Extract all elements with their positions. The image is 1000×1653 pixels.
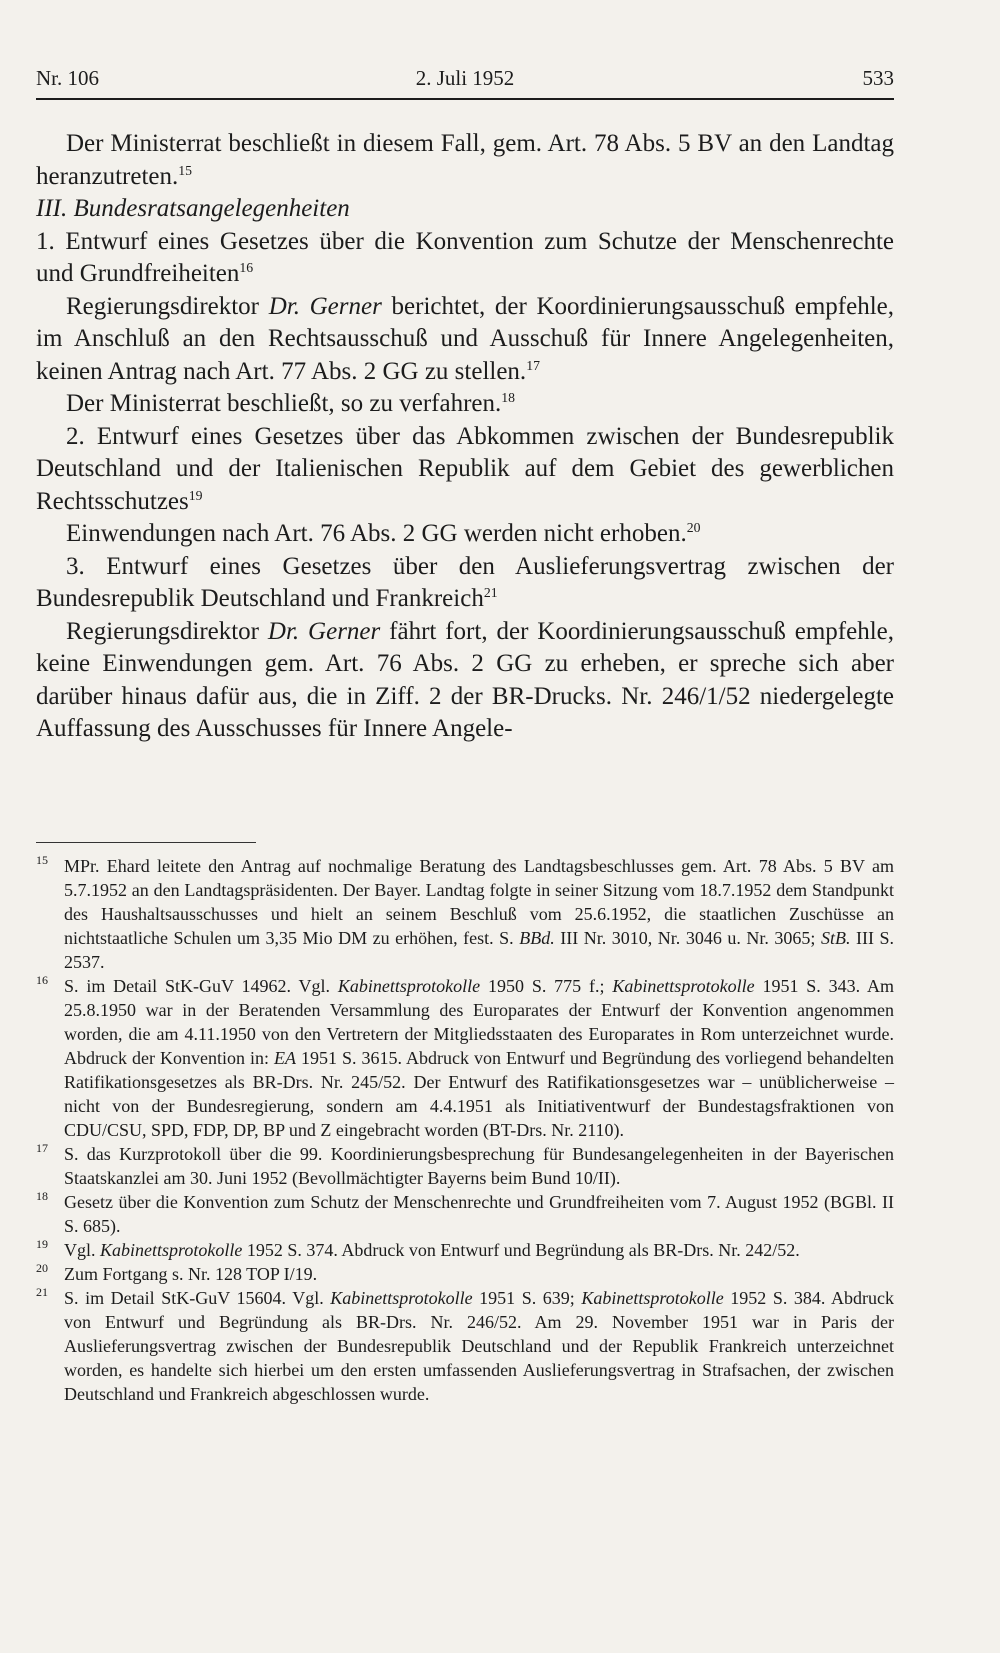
footnote-ref-21[interactable]: 21: [483, 585, 498, 601]
footnote-ref-15[interactable]: 15: [178, 162, 193, 178]
running-header: [36, 64, 894, 100]
person-name: Dr. Gerner: [268, 292, 382, 320]
header-date: 2. Juli 1952: [415, 66, 515, 90]
footnote-21: 21 S. im Detail StK-GuV 15604. Vgl. Kabinettsprotokolle 1951 S. 639; Kabinettsprotokolle 1952 S. 384. Abdruck von Entwurf und Begründung als BR-Drs. Nr. 246/52. Am 29. November 1951 war in Paris der Auslieferungsvertrag zwischen der Bundesrepublik Deutschland und der Republik Frankreich unterzeichnet worden, es handelte sich hierbei um den ersten umfassenden Auslieferungsvertrag in Strafsachen, der zwischen Deutschland und Frankreich abgeschlossen wurde.: [36, 1285, 894, 1404]
footnote-18: 18 Gesetz über die Konvention zum Schutz der Menschenrechte und Grundfreiheiten vom 7. August 1952 (BGBl. II S. 685).: [36, 1189, 894, 1236]
document-number: Nr. 106: [36, 66, 99, 90]
footnote-19: 19 Vgl. Kabinettsprotokolle 1952 S. 374. Abdruck von Entwurf und Begründung als BR-Drs. Nr. 242/52.: [36, 1237, 800, 1260]
footnote-20: 20 Zum Fortgang s. Nr. 128 TOP I/19.: [36, 1261, 318, 1284]
item-3-report: Regierungsdirektor Dr. Gerner fährt fort, der Koordinierungsausschuß empfehle, keine Einwendungen gem. Art. 76 Abs. 2 GG zu erheben, er spreche sich aber darüber hinaus dafür aus, die in Ziff. 2 der BR-Drucks. Nr. 246/1/52 niedergelegte Auffassung des Ausschusses für Innere Angele-: [36, 617, 894, 742]
section-heading: III. Bundesratsangelegenheiten: [36, 195, 350, 222]
main-text: [36, 128, 894, 746]
paragraph-landtag: Der Ministerrat beschließt in diesem Fall, gem. Art. 78 Abs. 5 BV an den Landtag heranzutreten.$^{15}$: [36, 130, 894, 190]
footnote-separator: [36, 842, 256, 843]
item-1-report: Regierungsdirektor Dr. Gerner berichtet, der Koordinierungsausschuß empfehle, im Anschluß an den Rechtsausschuß und Ausschuß für Innere Angelegenheiten, keinen Antrag nach Art. 77 Abs. 2 GG zu stellen.$^{17}$: [36, 292, 895, 385]
item-1-decision: Der Ministerrat beschließt, so zu verfahren.$^{18}$: [66, 390, 516, 417]
page-number: 533: [862, 66, 894, 90]
footnote-17: 17 S. das Kurzprotokoll über die 99. Koordinierungsbesprechung für Bundesangelegenheiten in der Bayerischen Staatskanzlei am 30. Juni 1952 (Bevollmächtigter Bayerns beim Bund 10/II).: [36, 1141, 894, 1188]
footnotes: [36, 854, 894, 1406]
footnote-15: 15 MPr. Ehard leitete den Antrag auf nochmalige Beratung des Landtagsbeschlusses gem. Art. 78 Abs. 5 BV am 5.7.1952 an den Landtagspräsidenten. Der Bayer. Landtag folgte in seiner Sitzung vom 18.7.1952 dem Standpunkt des Haushaltsausschusses und hielt an seinem Beschluß vom 25.6.1952, die staatlichen Zuschüsse an nichtstaatliche Schulen um 3,35 Mio DM zu erhöhen, fest. S. BBd. III Nr. 3010, Nr. 3046 u. Nr. 3065; StB. III S. 2537.: [36, 853, 895, 972]
footnote-ref-19[interactable]: 19: [188, 487, 203, 503]
item-1-title: 1. Entwurf eines Gesetzes über die Konvention zum Schutze der Menschenrechte und Grundfreiheiten$^{16}$: [36, 227, 894, 287]
item-2-decision: Einwendungen nach Art. 76 Abs. 2 GG werden nicht erhoben.$^{20}$: [66, 520, 701, 547]
footnote-16: 16 S. im Detail StK-GuV 14962. Vgl. Kabinettsprotokolle 1950 S. 775 f.; Kabinettsprotokolle 1951 S. 343. Am 25.8.1950 war in der Beratenden Versammlung des Europarates der Entwurf der Konvention angenommen worden, die am 4.11.1950 von den Vertretern der Mitgliedsstaaten des Europarates in Rom unterzeichnet wurde. Abdruck der Konvention in: EA 1951 S. 3615. Abdruck von Entwurf und Begründung des vorliegend behandelten Ratifikationsgesetzes als BR-Drs. Nr. 245/52. Der Entwurf des Ratifikationsgesetzes war – unüblicherweise – nicht von der Bundesregierung, sondern am 4.4.1951 als Initiativentwurf der Bundestagsfraktionen von CDU/CSU, SPD, FDP, DP, BP und Z eingebracht worden (BT-Drs. Nr. 2110).: [36, 973, 894, 1140]
item-2-title: 2. Entwurf eines Gesetzes über das Abkommen zwischen der Bundesrepublik Deutschland und der Italienischen Republik auf dem Gebiet des gewerblichen Rechtsschutzes$^{19}$: [36, 422, 894, 515]
item-3-title: 3. Entwurf eines Gesetzes über den Auslieferungsvertrag zwischen der Bundesrepublik Deutschland und Frankreich$^{21}$: [36, 552, 894, 612]
footnote-ref-16[interactable]: 16: [239, 260, 254, 276]
person-name: Dr. Gerner: [267, 617, 381, 645]
footnote-ref-20[interactable]: 20: [686, 520, 701, 536]
footnote-ref-17[interactable]: 17: [526, 357, 540, 373]
footnote-ref-18[interactable]: 18: [501, 390, 516, 406]
